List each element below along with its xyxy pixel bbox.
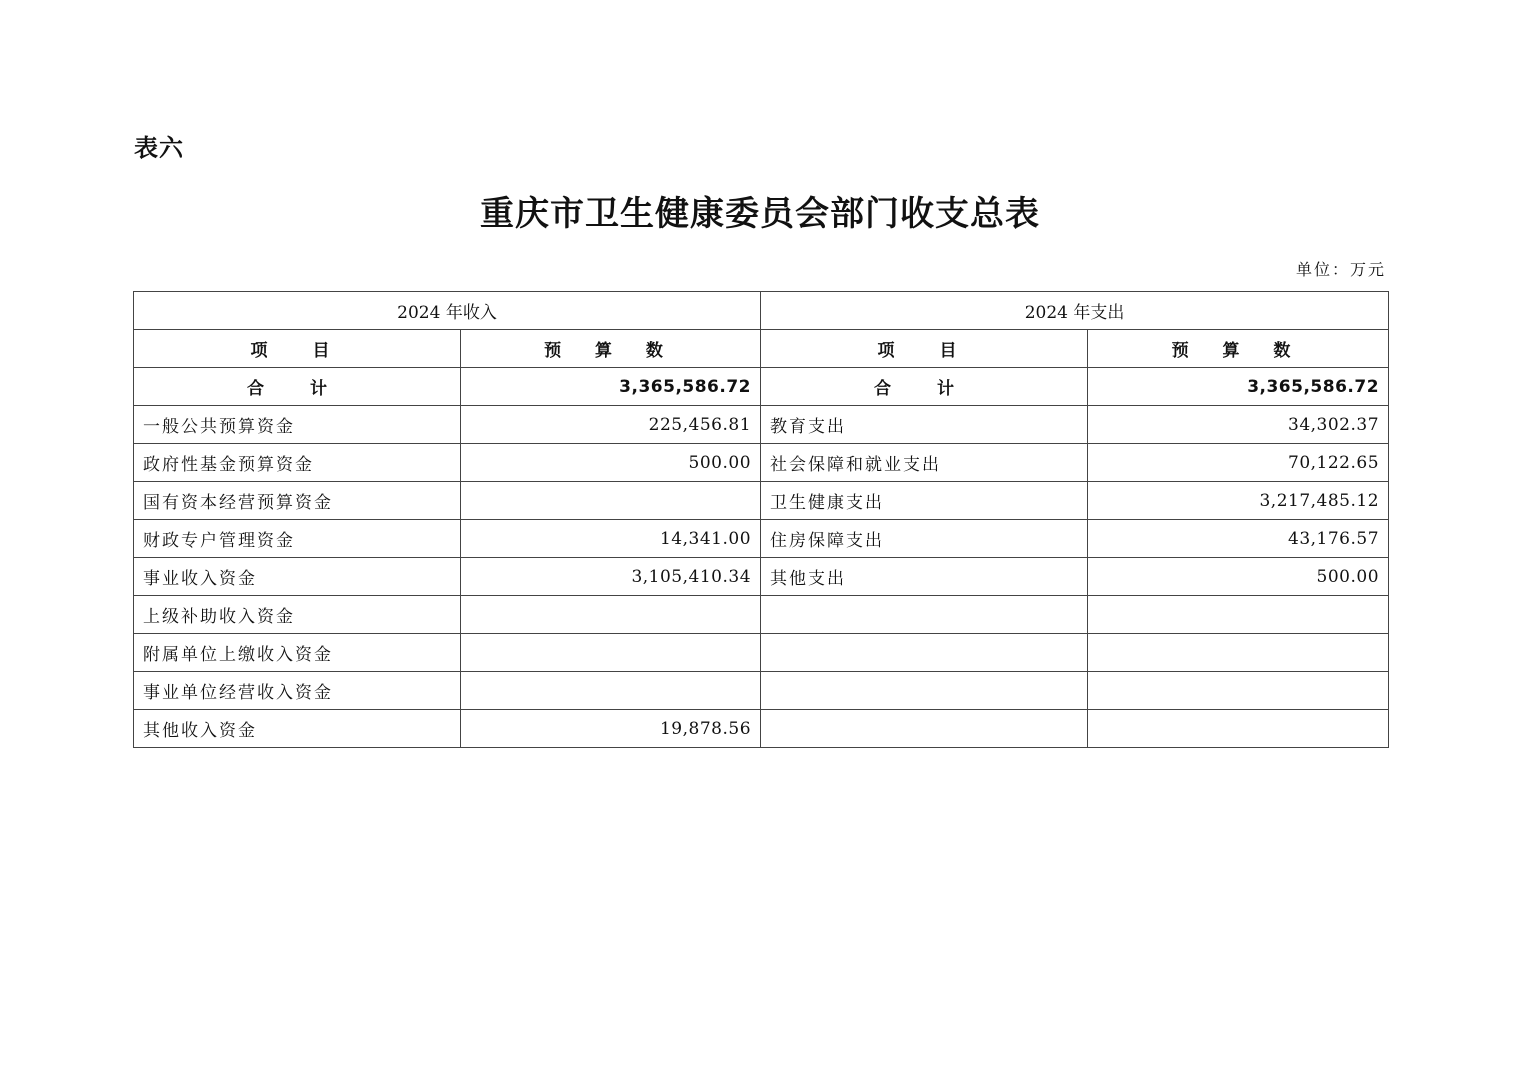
- income-value-cell: 14,341.00: [461, 520, 761, 558]
- table-row: [134, 634, 1389, 672]
- expense-value-cell: [1088, 672, 1389, 710]
- income-value-cell: [461, 672, 761, 710]
- table-row: [134, 406, 1389, 444]
- income-total-value: 3,365,586.72: [461, 368, 761, 406]
- expense-value-cell: 34,302.37: [1088, 406, 1389, 444]
- table-row: [134, 482, 1389, 520]
- total-row: [134, 368, 1389, 406]
- expense-item-cell: [761, 596, 1088, 634]
- budget-table: [133, 291, 1389, 748]
- expense-value-cell: [1088, 596, 1389, 634]
- table-row: [134, 558, 1389, 596]
- table-label: 表六: [134, 134, 184, 162]
- expense-value-cell: 3,217,485.12: [1088, 482, 1389, 520]
- income-item-cell: 国有资本经营预算资金: [134, 482, 461, 520]
- income-item-cell: 其他收入资金: [134, 710, 461, 748]
- income-year-header: 2024 年收入: [134, 292, 761, 330]
- income-item-cell: 财政专户管理资金: [134, 520, 461, 558]
- expense-item-cell: [761, 672, 1088, 710]
- income-total-label: 合 计: [134, 368, 461, 406]
- income-item-cell: 上级补助收入资金: [134, 596, 461, 634]
- income-value-cell: 225,456.81: [461, 406, 761, 444]
- income-item-cell: 附属单位上缴收入资金: [134, 634, 461, 672]
- expense-total-label: 合 计: [761, 368, 1088, 406]
- table-row: [134, 444, 1389, 482]
- income-item-cell: 政府性基金预算资金: [134, 444, 461, 482]
- expense-year-header: 2024 年支出: [761, 292, 1389, 330]
- expense-item-cell: [761, 634, 1088, 672]
- income-value-cell: [461, 596, 761, 634]
- table-row: [134, 672, 1389, 710]
- expense-value-cell: 500.00: [1088, 558, 1389, 596]
- expense-value-cell: [1088, 710, 1389, 748]
- year-header-row: [134, 292, 1389, 330]
- expense-value-cell: [1088, 634, 1389, 672]
- expense-value-cell: 43,176.57: [1088, 520, 1389, 558]
- page-title: 重庆市卫生健康委员会部门收支总表: [480, 194, 1040, 234]
- income-item-cell: 事业收入资金: [134, 558, 461, 596]
- income-value-cell: 19,878.56: [461, 710, 761, 748]
- column-header-row: [134, 330, 1389, 368]
- expense-item-header: 项 目: [761, 330, 1088, 368]
- expense-total-value: 3,365,586.72: [1088, 368, 1389, 406]
- income-item-header: 项 目: [134, 330, 461, 368]
- expense-item-cell: 其他支出: [761, 558, 1088, 596]
- expense-item-cell: [761, 710, 1088, 748]
- income-value-cell: [461, 482, 761, 520]
- table-row: [134, 710, 1389, 748]
- income-budget-header: 预 算 数: [461, 330, 761, 368]
- expense-item-cell: 卫生健康支出: [761, 482, 1088, 520]
- table-row: [134, 596, 1389, 634]
- income-value-cell: [461, 634, 761, 672]
- table-row: [134, 520, 1389, 558]
- unit-label: 单位：万元: [1295, 260, 1386, 279]
- expense-budget-header: 预 算 数: [1088, 330, 1389, 368]
- income-value-cell: 500.00: [461, 444, 761, 482]
- income-value-cell: 3,105,410.34: [461, 558, 761, 596]
- expense-item-cell: 教育支出: [761, 406, 1088, 444]
- income-item-cell: 一般公共预算资金: [134, 406, 461, 444]
- expense-item-cell: 社会保障和就业支出: [761, 444, 1088, 482]
- expense-item-cell: 住房保障支出: [761, 520, 1088, 558]
- income-item-cell: 事业单位经营收入资金: [134, 672, 461, 710]
- expense-value-cell: 70,122.65: [1088, 444, 1389, 482]
